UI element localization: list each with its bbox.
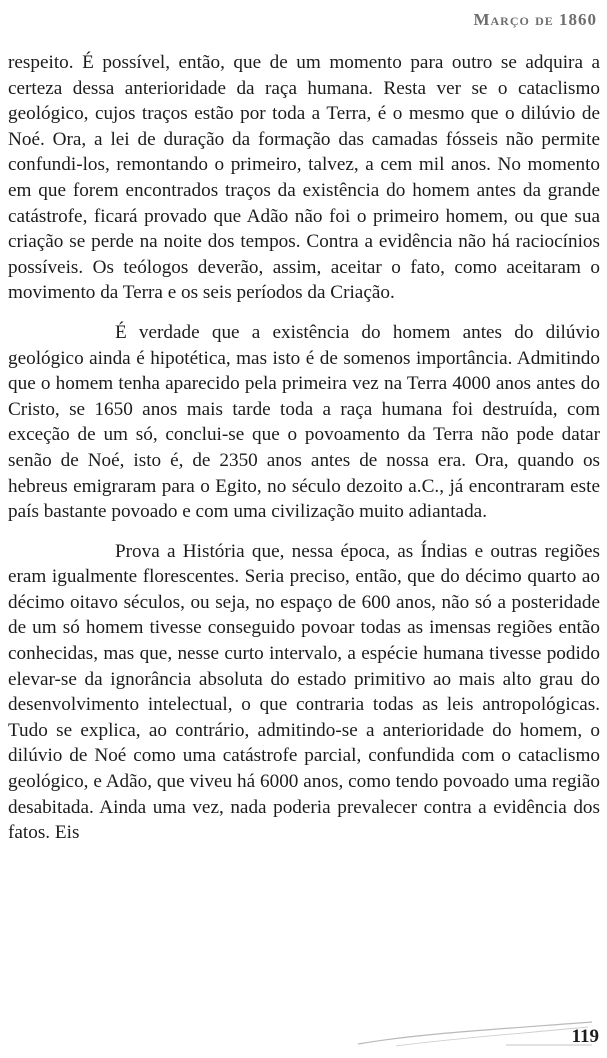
paragraph-3: Prova a História que, nessa época, as Índias e outras regiões eram igualmente florescentes. Seria preciso, então, que do décimo quarto ao décimo oitavo séculos, ou seja, no espaço de 600 anos, não só a posteridade de um só homem tivesse conseguido povoar todas as imensas regiões então conhecidas, mas que, nesse curto intervalo, a espécie humana tivesse podido elevar-se da ignorância absoluta do estado primitivo ao mais alto grau do desenvolvimento intelectual, o que contraria todas as leis antropológicas. Tudo se explica, ao contrário, admitindo-se a anterioridade do homem, o dilúvio de Noé como uma catástrofe parcial, confundida com o cataclismo geológico, e Adão, que viveu há 6000 anos, como tendo povoado uma região desabitada. Ainda uma vez, nada poderia prevalecer contra a evidência dos fatos. Eis: [8, 540, 600, 844]
paragraph-2: É verdade que a existência do homem antes do dilúvio geológico ainda é hipotética, mas isto é de somenos importância. Admitindo que o homem tenha aparecido pela primeira vez na Terra 4000 anos antes do Cristo, se 1650 anos mais tarde toda a raça humana foi destruída, com exceção de um só, conclui-se que o povoamento da Terra não pode datar senão de Noé, isto é, de 2350 anos antes de nossa era. Ora, quando os hebreus emigraram para o Egito, no século dezoito a.C., já encontraram este país bastante povoado e com uma civilização muito adiantada.: [8, 321, 600, 523]
page-number: 119: [571, 1026, 599, 1047]
page-body: [8, 50, 600, 846]
footer-swoosh-ornament: [356, 1018, 596, 1048]
running-header: Março de 1860: [473, 10, 597, 29]
paragraph-1: respeito. É possível, então, que de um momento para outro se adquira a certeza dessa anterioridade da raça humana. Resta ver se o cataclismo geológico, cujos traços estão por toda a Terra, é o mesmo que o dilúvio de Noé. Ora, a lei de duração da formação das camadas fósseis não permite confundi-los, remontando o primeiro, talvez, a cem mil anos. No momento em que forem encontrados traços da existência do homem antes da grande catástrofe, ficará provado que Adão não foi o primeiro homem, ou que sua criação se perde na noite dos tempos. Contra a evidência não há raciocínios possíveis. Os teólogos deverão, assim, aceitar o fato, como aceitaram o movimento da Terra e os seis períodos da Criação.: [8, 52, 600, 304]
